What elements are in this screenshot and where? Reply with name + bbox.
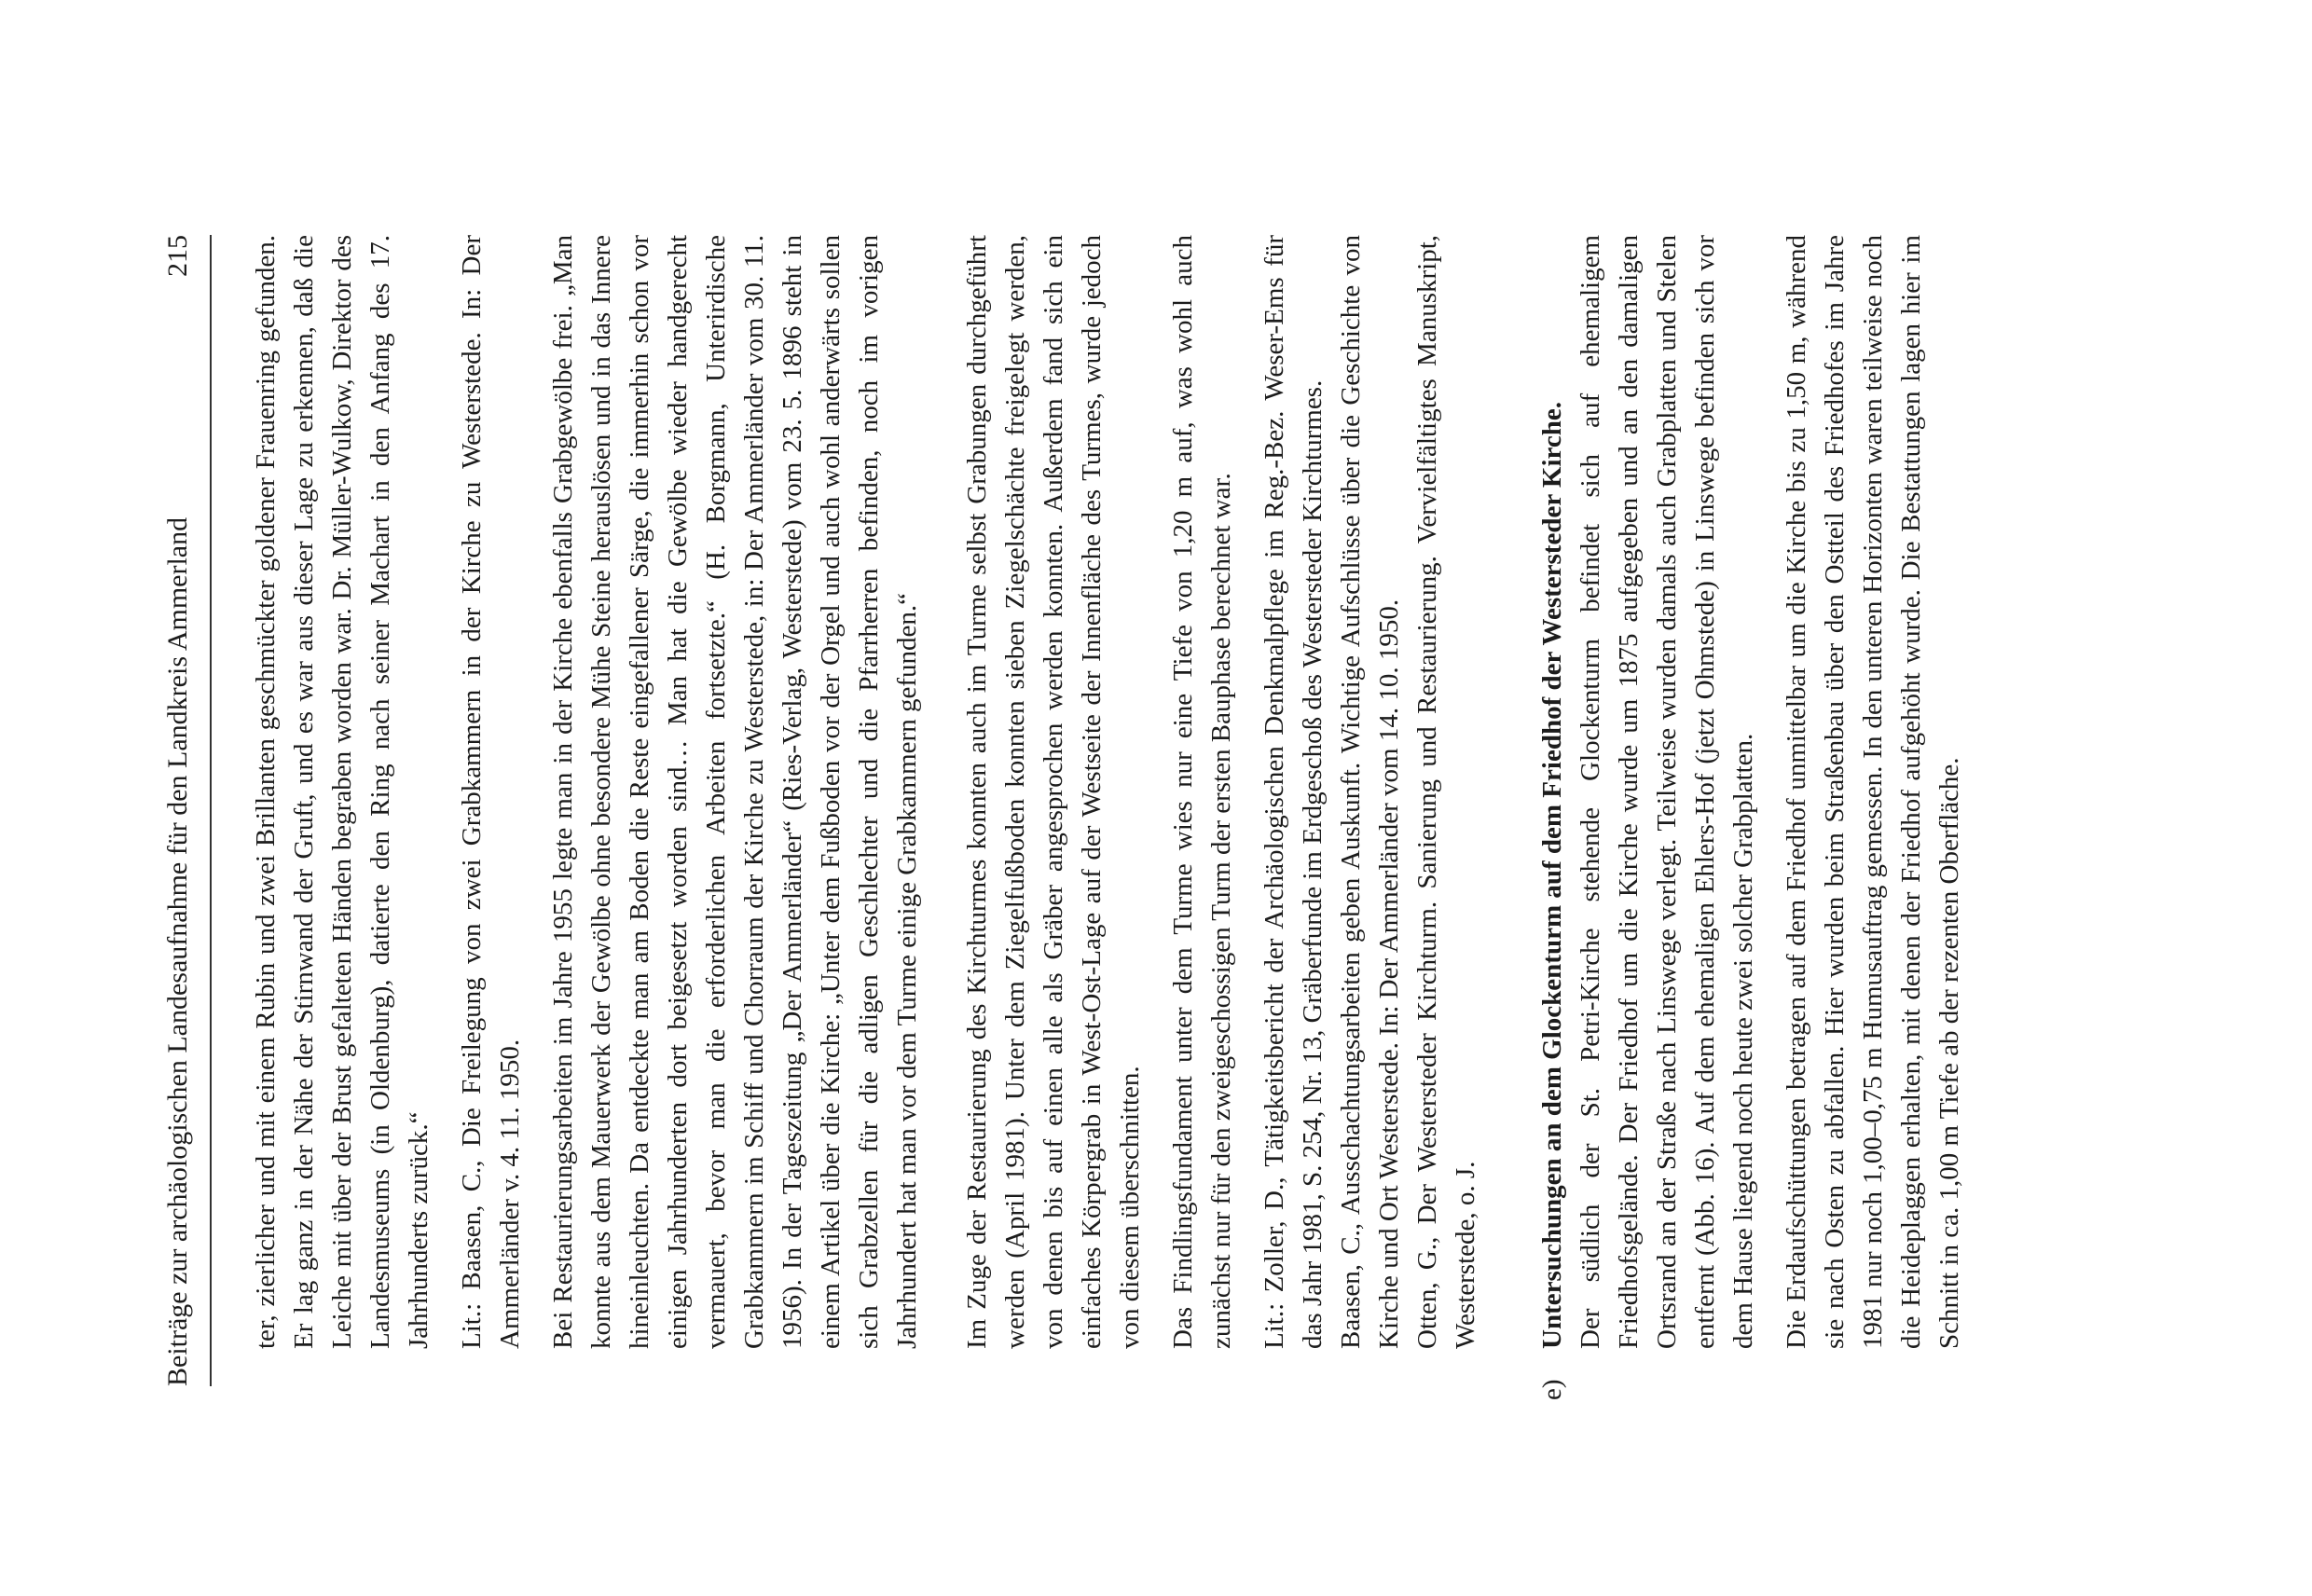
page-number: 215	[162, 235, 193, 277]
paragraph-literature-zoller: Lit.: Zoller, D., Tätigkeitsbericht der Archäologischen Denkmalpflege im Reg.-Bez. Weser-Ems für das Jahr 1981, S. 254, Nr. 13, Gräberfunde im Erdgeschoß des Westersteder Kirchturmes.	[1259, 235, 1328, 1349]
spacer	[1241, 235, 1256, 1349]
section-e	[1534, 235, 1969, 1400]
running-head	[154, 235, 202, 1386]
paragraph-earth-fill: Die Erdaufschüttungen betragen auf dem Friedhof unmittelbar um die Kirche bis zu 1,50 m, während sie nach Osten zu abfallen. Hier wurden beim Straßenbau über den Ostteil des Friedhofes im Jahre 1981 nur noch 1,00–0,75 m Humusauftrag gemessen. In den unteren Horizonten waren teilweise noch die Heideplaggen erhalten, mit denen der Friedhof aufgehöht wurde. Die Bestattungen lagen hier im Schnitt in ca. 1,00 m Tiefe ab der rezenten Oberfläche.	[1782, 235, 1964, 1349]
paragraph-restoration-1955: Bei Restaurierungsarbeiten im Jahre 1955 legte man in der Kirche ebenfalls Grabgewölbe frei. „Man konnte aus dem Mauerwerk der Gewölbe ohne besondere Mühe Steine herauslösen und in das Innere hineinleuchten. Da entdeckte man am Boden die Reste eingefallener Särge, die immerhin schon vor einigen Jahrhunderten dort beigesetzt worden sind… Man hat die Gewölbe wieder handgerecht vermauert, bevor man die erforderlichen Arbeiten fortsetzte.“ (H. Borgmann, Unterirdische Grabkammern im Schiff und Chorraum der Kirche zu Westerstede, in: Der Ammerländer vom 30. 11. 1956). In der Tageszeitung „Der Ammerländer“ (Ries-Verlag, Westerstede) vom 23. 5. 1896 steht in einem Artikel über die Kirche: „Unter dem Fußboden vor der Orgel und auch wohl anderwärts sollen sich Grabzellen für die adligen Geschlechter und die Pfarrherren befinden, noch im vorigen Jahrhundert hat man vor dem Turme einige Grabkammern gefunden.“	[548, 235, 922, 1349]
paragraph-bell-tower: Der südlich der St. Petri-Kirche stehende Glockenturm befindet sich auf ehemaligem Friedhofsgelände. Der Friedhof um die Kirche wurde um 1875 aufgegeben und an den damaligen Ortsrand an der Straße nach Linswege verlegt. Teilweise wurden damals auch Grabplatten und Stelen entfernt (Abb. 16). Auf dem ehemaligen Ehlers-Hof (jetzt Ohmstede) in Linswege befinden sich vor dem Hause liegend noch heute zwei solcher Grabplatten.	[1576, 235, 1758, 1349]
spacer	[927, 235, 958, 1349]
spacer	[1763, 235, 1778, 1349]
spacer	[530, 235, 544, 1349]
paragraph-foundation: Das Findlingsfundament unter dem Turme wies nur eine Tiefe von 1,20 m auf, was wohl auch zunächst nur für den zweigeschossigen Turm der ersten Bauphase berechnet war.	[1168, 235, 1236, 1349]
paragraph-ring-find: ter, zierlicher und mit einem Rubin und zwei Brillanten geschmückter goldener Frauenring gefunden. Er lag ganz in der Nähe der Stirnwand der Gruft, und es war aus dieser Lage zu erkennen, daß die Leiche mit über der Brust gefalteten Händen begraben worden war. Dr. Müller-Wulkow, Direktor des Landesmuseums (in Oldenburg), datierte den Ring nach seiner Machart in den Anfang des 17. Jahrhunderts zurück.“	[251, 235, 434, 1349]
header-rule	[210, 235, 212, 1386]
spacer	[1485, 235, 1534, 1349]
paragraph-literature-baasen-1950: Lit.: Baasen, C., Die Freilegung von zwei Grabkammern in der Kirche zu Westerstede. In: Der Ammerländer v. 4. 11. 1950.	[457, 235, 525, 1349]
spacer	[438, 235, 453, 1349]
body-text	[247, 235, 1969, 1400]
paragraph-literature-baasen-ausschachtung: Baasen, C., Ausschachtungsarbeiten geben Auskunft. Wichtige Aufschlüsse über die Geschichte von Kirche und Ort Westerstede. In: Der Ammerländer vom 14. 10. 1950.	[1336, 235, 1404, 1349]
running-head-title: Beiträge zur archäologischen Landesaufnahme für den Landkreis Ammerland	[162, 516, 193, 1386]
paragraph-tower-excavation: Im Zuge der Restaurierung des Kirchturmes konnten auch im Turme selbst Grabungen durchgeführt werden (April 1981). Unter dem Ziegelfußboden konnten sieben Ziegelschächte freigelegt werden, von denen bis auf einen alle als Gräber angesprochen werden konnten. Außerdem fand sich ein einfaches Körpergrab in West-Ost-Lage auf der Westseite der Innenfläche des Turmes, wurde jedoch von diesem überschnitten.	[962, 235, 1145, 1349]
spacer	[1149, 235, 1164, 1349]
section-label: e)	[1537, 1379, 1567, 1400]
section-heading: Untersuchungen an dem Glockenturm auf dem Friedhof der Westersteder Kirche.	[1537, 401, 1567, 1349]
paragraph-literature-otten: Otten, G., Der Westersteder Kirchturm. Sanierung und Restaurierung. Vervielfältigtes Manuskript, Westerstede, o. J.	[1412, 235, 1480, 1349]
